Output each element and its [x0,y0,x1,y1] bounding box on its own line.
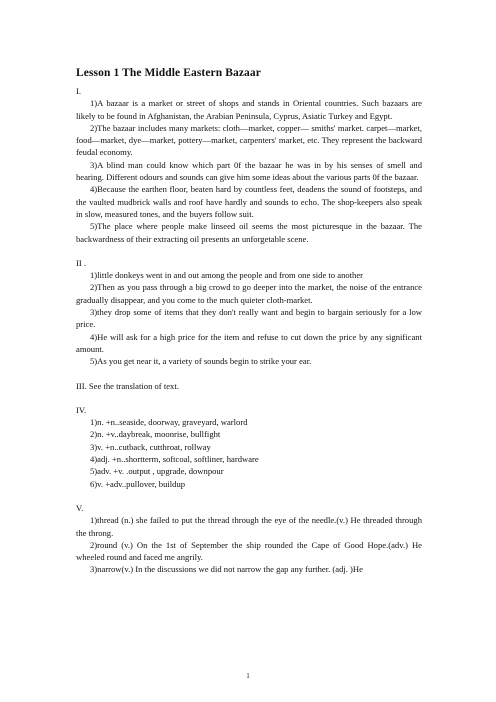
section-5-paragraph: 2)round (v.) On the 1st of September the ship rounded the Cape of Good Hope.(adv.) He wheeled round and faced me angrily. [76,539,422,563]
section-5-paragraph: 3)narrow(v.) In the discussions we did not narrow the gap any further. (adj. )He [90,564,363,575]
section-1-heading: I. [76,86,82,96]
section-4-item: 3)v. +n..cutback, cutthroat, rollway [90,441,211,452]
section-4-item: 6)v. +adv..pullover, buildup [90,478,186,489]
section-2-heading: II . [76,257,87,268]
section-2 [76,257,422,368]
section-2-paragraph: 3)they drop some of items that they don't really want and begin to bargain seriously for a low price. [76,307,422,330]
section-2-paragraph: 2)Then as you pass through a big crowd to go deeper into the market, the noise of the entrance gradually disappear, and you come to the much quieter cloth-market. [76,282,422,305]
section-2-paragraph: 4)He will ask for a high price for the item and refuse to cut down the price by any significant amount. [76,331,422,354]
section-1-paragraph: 5)The place where people make linseed oil seems the most picturesque in the bazaar. The backwardness of their extracting oil presents an unforgetable scene. [76,221,422,244]
section-4-heading: IV. [76,404,87,415]
section-1-paragraph: 2)The bazaar includes many markets: cloth—market, copper— smiths' market. carpet—market, food—market, dye—market, pottery—market, carpenters' market, etc. They represent the backward feudal economy. [76,122,422,158]
section-5-paragraph: 1)thread (n.) she failed to put the thread through the eye of the needle.(v.) He threaded through the throng. [76,515,422,538]
lesson-content [76,85,422,588]
section-4-item: 5)adv. +v. .output , upgrade, downpour [90,466,224,477]
section-2-paragraph: 5)As you get near it, a variety of sounds begin to strike your ear. [90,356,312,367]
section-1-paragraph: 4)Because the earthen floor, beaten hard by countless feet, deadens the sound of footsteps, and the vaulted mudbrick walls and roof have hardly and sounds to echo. The shop-keepers also speak in slow, measured tones, and the buyers follow suit. [76,184,422,219]
section-2-paragraph: 1)little donkeys went in and out among the people and from one side to another [90,270,364,281]
section-5-heading: V. [76,502,84,513]
section-4-item: 1)n. +n..seaside, doorway, graveyard, warlord [90,417,248,428]
section-4-item: 4)adj. +n..shortterm, softcoal, softliner, hardware [90,454,259,465]
section-1-paragraph: 3)A blind man could know which part 0f the bazaar he was in by his senses of smell and hearing. Different odours and sounds can give him some ideas about the various parts 0f the bazaar. [76,159,422,183]
section-3 [76,380,422,392]
section-1-paragraph: 1)A bazaar is a market or street of shops and stands in Oriental countries. Such bazaars are likely to be found in Afghanistan, the Arabian Peninsula, Cyprus, Asiatic Turkey and Egypt. [76,98,422,121]
lesson-title: Lesson 1 The Middle Eastern Bazaar [76,67,261,79]
section-4-item: 2)n. +v..daybreak, moonrise, bullfight [90,429,221,440]
section-3-heading: III. See the translation of text. [76,380,179,391]
page-number: 1 [246,672,250,680]
section-5 [76,502,422,576]
section-4 [76,404,422,490]
section-1 [76,85,422,245]
